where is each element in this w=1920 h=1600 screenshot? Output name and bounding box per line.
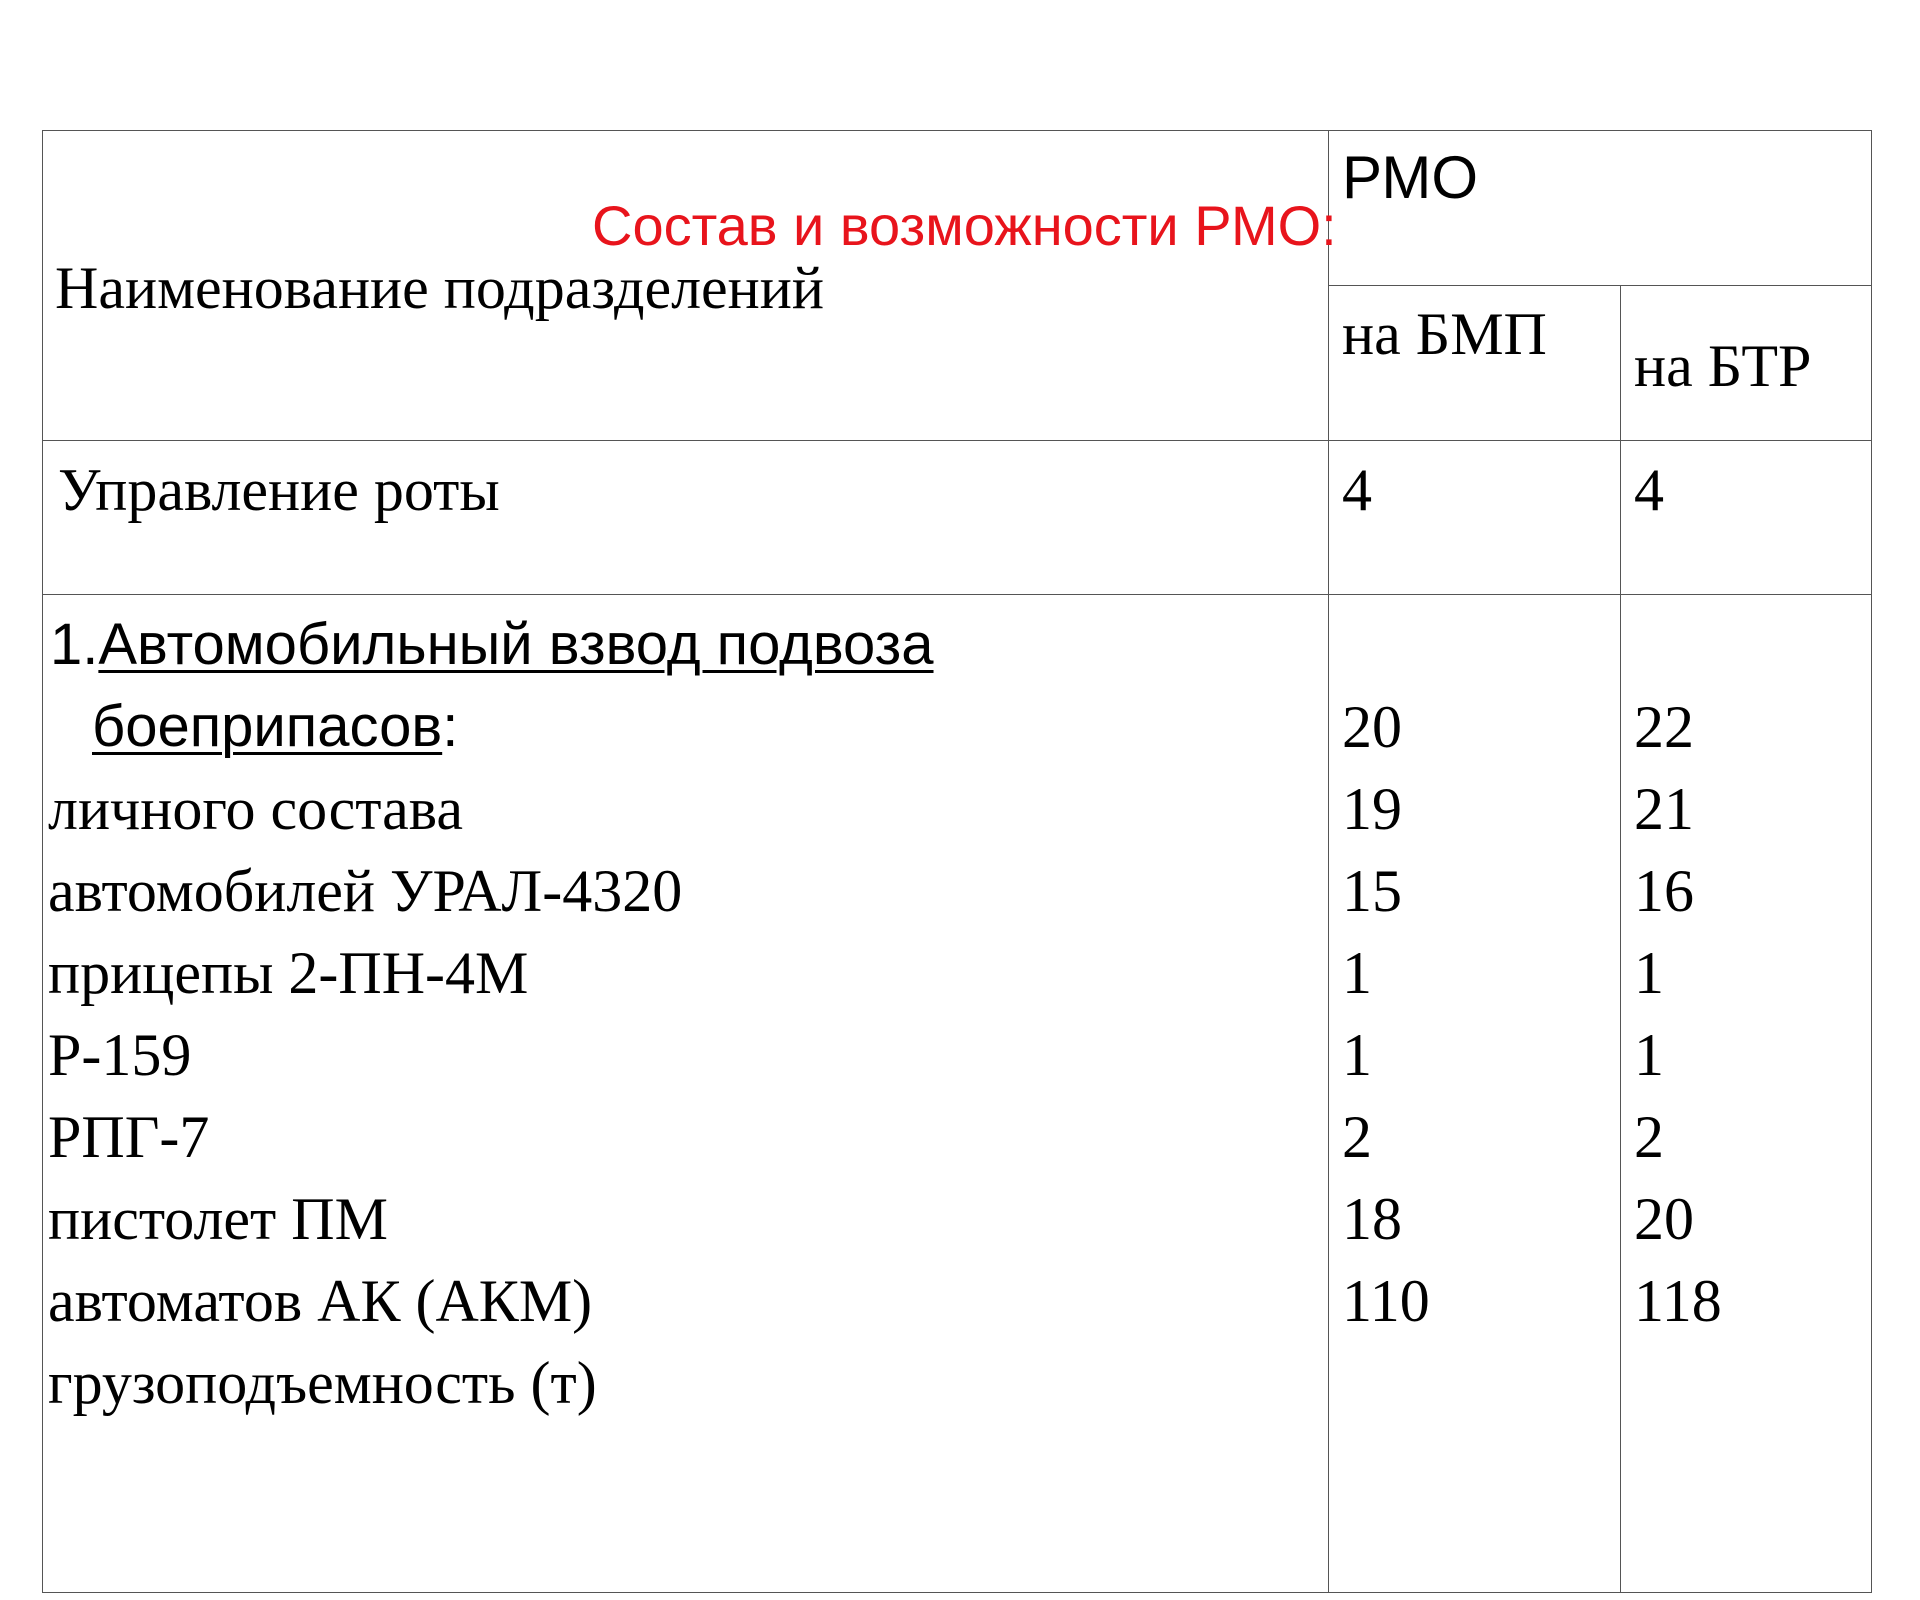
list-item: прицепы 2-ПН-4М bbox=[48, 940, 529, 1006]
item-labels-list bbox=[48, 768, 682, 1424]
row-company-label: Управление роты bbox=[58, 457, 500, 523]
btr-value: 1 bbox=[1634, 1022, 1664, 1088]
bmp-column-header: на БМП bbox=[1342, 301, 1547, 367]
btr-value: 21 bbox=[1634, 776, 1694, 842]
bmp-value: 110 bbox=[1342, 1268, 1430, 1334]
table-left-border bbox=[42, 130, 43, 1593]
bmp-values-list bbox=[1342, 686, 1430, 1342]
unit-column-header: Наименование подразделений bbox=[55, 255, 825, 321]
section-title-colon: : bbox=[442, 694, 459, 759]
col-divider-btr bbox=[1620, 285, 1621, 1593]
bmp-value: 15 bbox=[1342, 858, 1402, 924]
list-item: автомобилей УРАЛ-4320 bbox=[48, 858, 683, 924]
table-bottom-border bbox=[42, 1592, 1872, 1593]
section-title-line1 bbox=[50, 612, 934, 677]
list-item: Р-159 bbox=[48, 1022, 192, 1088]
list-item: грузоподъемность (т) bbox=[48, 1350, 597, 1416]
section-title-text-1: Автомобильный взвод подвоза bbox=[98, 612, 934, 677]
section-number: 1. bbox=[50, 612, 99, 677]
btr-value: 22 bbox=[1634, 694, 1694, 760]
section-title-text-2: боеприпасов bbox=[92, 694, 443, 759]
bmp-value: 18 bbox=[1342, 1186, 1402, 1252]
bmp-value: 2 bbox=[1342, 1104, 1372, 1170]
section-title-line2 bbox=[92, 694, 459, 759]
header-bottom-border bbox=[42, 440, 1872, 441]
list-item: РПГ-7 bbox=[48, 1104, 210, 1170]
row-company-bmp: 4 bbox=[1342, 457, 1372, 523]
row-company-bottom-border bbox=[42, 594, 1872, 595]
list-item: автоматов АК (АКМ) bbox=[48, 1268, 593, 1334]
row-company-btr: 4 bbox=[1634, 457, 1664, 523]
btr-value: 16 bbox=[1634, 858, 1694, 924]
bmp-value: 20 bbox=[1342, 694, 1402, 760]
slide-title: Состав и возможности РМО: bbox=[592, 194, 1337, 257]
table-top-border bbox=[42, 130, 1872, 131]
list-item: пистолет ПМ bbox=[48, 1186, 388, 1252]
rmo-subheader-divider bbox=[1328, 285, 1872, 286]
col-divider-bmp bbox=[1328, 130, 1329, 1593]
rmo-group-header: РМО bbox=[1342, 144, 1478, 211]
btr-column-header: на БТР bbox=[1634, 333, 1812, 399]
list-item: личного состава bbox=[48, 776, 463, 842]
btr-value: 20 bbox=[1634, 1186, 1694, 1252]
btr-value: 118 bbox=[1634, 1268, 1722, 1334]
table-right-border bbox=[1871, 130, 1872, 1593]
btr-value: 1 bbox=[1634, 940, 1664, 1006]
bmp-value: 19 bbox=[1342, 776, 1402, 842]
btr-values-list bbox=[1634, 686, 1722, 1342]
btr-value: 2 bbox=[1634, 1104, 1664, 1170]
bmp-value: 1 bbox=[1342, 940, 1372, 1006]
bmp-value: 1 bbox=[1342, 1022, 1372, 1088]
